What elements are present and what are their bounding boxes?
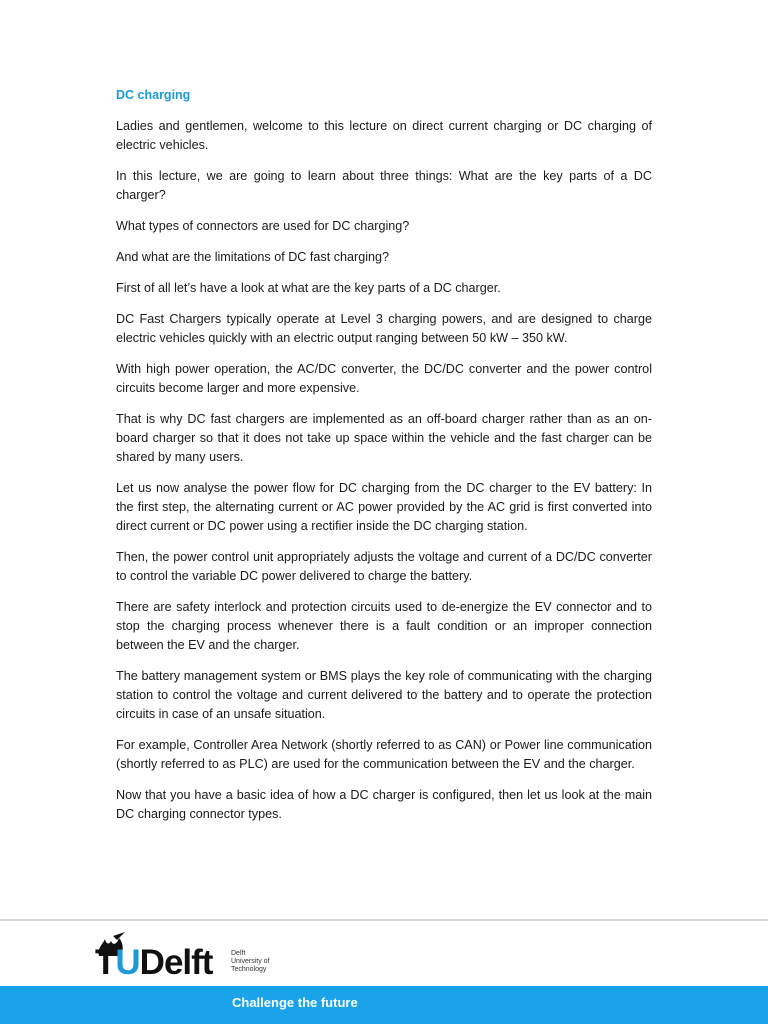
paragraph: DC Fast Chargers typically operate at Level 3 charging powers, and are designed to charge electric vehicles quickly with an electric output ranging between 50 kW – 350 kW.	[116, 312, 652, 345]
paragraph: For example, Controller Area Network (shortly referred to as CAN) or Power line communication (shortly referred to as PLC) are used for the communication between the EV and the charger.	[116, 738, 652, 771]
paragraph: What types of connectors are used for DC charging?	[116, 219, 410, 233]
logo-delft: Delft	[139, 943, 213, 982]
logo-sub-line: Technology	[231, 966, 267, 973]
paragraph: With high power operation, the AC/DC converter, the DC/DC converter and the power control circuits become larger and more expensive.	[116, 362, 652, 395]
paragraph: Let us now analyse the power flow for DC charging from the DC charger to the EV battery: In the first step, the alternating current or AC power provided by the AC grid is first converted into direct current or DC power using a rectifier inside the DC charging station.	[116, 481, 652, 533]
logo-letter-t: T	[95, 943, 116, 982]
logo-wordmark	[95, 943, 212, 983]
paragraph: That is why DC fast chargers are implemented as an off-board charger rather than as an on-board charger so that it does not take up space within the vehicle and the fast charger can be shared by many users.	[116, 412, 652, 464]
footer-divider	[0, 919, 768, 921]
logo-letter-u: U	[115, 943, 140, 982]
paragraph: And what are the limitations of DC fast charging?	[116, 250, 390, 264]
document-body	[116, 86, 652, 836]
paragraph: Ladies and gentlemen, welcome to this lecture on direct current charging or DC charging of electric vehicles.	[116, 119, 652, 152]
tu-delft-logo	[93, 930, 293, 984]
paragraph: There are safety interlock and protection circuits used to de-energize the EV connector and to stop the charging process whenever there is a fault condition or an improper connection between the EV and the charger.	[116, 600, 652, 652]
section-heading: DC charging	[116, 88, 191, 102]
logo-sub-line: University of	[231, 958, 270, 965]
footer-bar	[0, 986, 768, 1024]
paragraph: First of all let’s have a look at what are the key parts of a DC charger.	[116, 281, 501, 295]
paragraph: Then, the power control unit appropriately adjusts the voltage and current of a DC/DC converter to control the variable DC power delivered to charge the battery.	[116, 550, 652, 583]
paragraph: The battery management system or BMS plays the key role of communicating with the charging station to control the voltage and current delivered to the battery and to operate the protection circuits in case of an unsafe situation.	[116, 669, 652, 721]
paragraph: Now that you have a basic idea of how a DC charger is configured, then let us look at the main DC charging connector types.	[116, 788, 652, 821]
paragraph: In this lecture, we are going to learn about three things: What are the key parts of a DC charger?	[116, 169, 652, 202]
tagline: Challenge the future	[232, 995, 358, 1010]
logo-sub-line: Delft	[231, 950, 246, 957]
logo-subtitle	[231, 950, 270, 974]
